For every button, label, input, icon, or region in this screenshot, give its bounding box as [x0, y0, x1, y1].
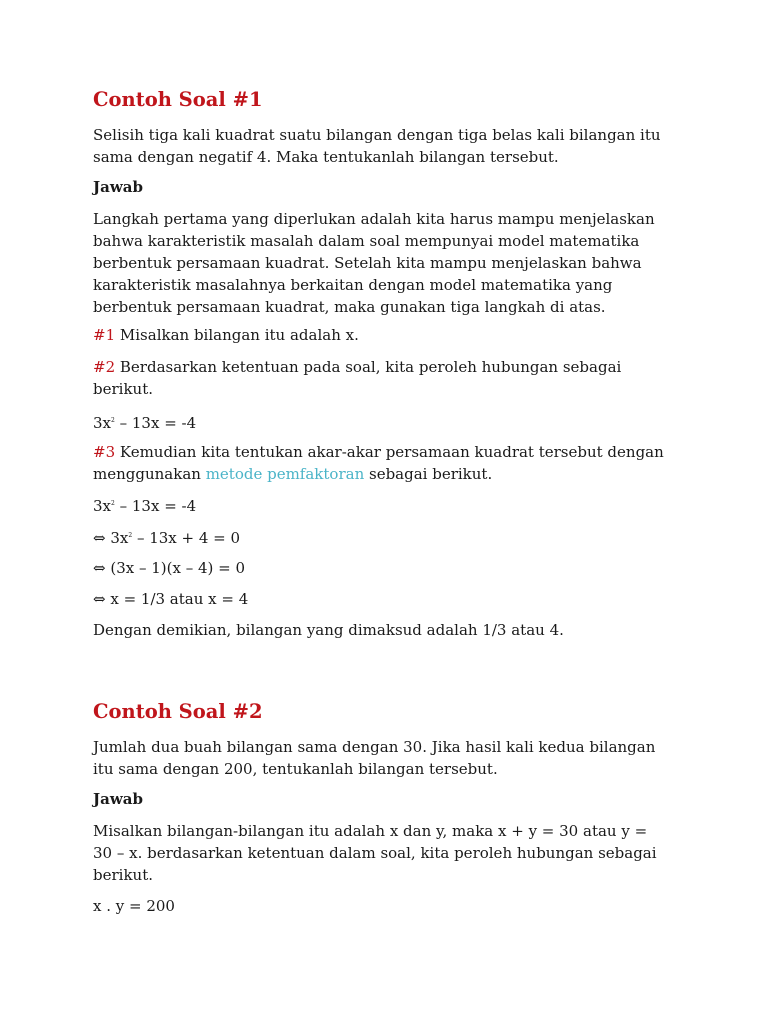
step1-label: #1	[93, 326, 116, 344]
soal1-jawab-label: Jawab	[93, 178, 143, 196]
soal2-question-line1: Jumlah dua buah bilangan sama dengan 30. Jika hasil kali kedua bilangan	[93, 738, 656, 756]
soal2-jawab-label: Jawab	[93, 790, 143, 808]
soal1-intro-line5: berbentuk persamaan kuadrat, maka gunakan tiga langkah di atas.	[93, 298, 606, 316]
soal1-equation-5: ⇔ x = 1/3 atau x = 4	[93, 590, 249, 608]
soal1-question-line2: sama dengan negatif 4. Maka tentukanlah bilangan tersebut.	[93, 148, 559, 166]
soal1-intro-line1: Langkah pertama yang diperlukan adalah kita harus mampu menjelaskan	[93, 210, 655, 228]
soal1-step3	[93, 441, 693, 485]
soal1-intro-line4: karakteristik masalahnya berkaitan dengan model matematika yang	[93, 276, 613, 294]
soal1-intro-line3: berbentuk persamaan kuadrat. Setelah kita mampu menjelaskan bahwa	[93, 254, 642, 272]
eq1-part-a: 3x	[93, 414, 112, 432]
soal1-intro	[93, 208, 693, 318]
step3-line2-pre: menggunakan	[93, 465, 206, 483]
step2-line1: Berdasarkan ketentuan pada soal, kita peroleh hubungan sebagai	[115, 358, 622, 376]
soal1-question	[93, 124, 693, 168]
eq1-part-b: – 13x = -4	[114, 414, 197, 432]
eq3-part-b: – 13x + 4 = 0	[132, 529, 241, 547]
soal1-step2	[93, 356, 693, 400]
soal1-equation-2	[93, 493, 693, 517]
soal2-answer-line3: berikut.	[93, 866, 153, 884]
soal1-equation-1	[93, 410, 693, 434]
eq3-superscript: 2	[128, 532, 133, 539]
eq1-superscript: 2	[111, 417, 115, 424]
soal2-question	[93, 736, 693, 780]
step3-line1: Kemudian kita tentukan akar-akar persamaan kuadrat tersebut dengan	[115, 443, 664, 461]
soal1-title: Contoh Soal #1	[93, 88, 263, 111]
eq2-superscript: 2	[111, 500, 115, 507]
soal1-step1	[93, 324, 693, 346]
soal2-answer-line2: 30 – x. berdasarkan ketentuan dalam soal, kita peroleh hubungan sebagai	[93, 844, 657, 862]
soal2-answer	[93, 820, 693, 886]
eq2-part-a: 3x	[93, 497, 112, 515]
soal2-question-line2: itu sama dengan 200, tentukanlah bilangan tersebut.	[93, 760, 498, 778]
soal2-title: Contoh Soal #2	[93, 700, 263, 723]
step3-label: #3	[93, 443, 116, 461]
metode-pemfaktoran-link[interactable]: metode pemfaktoran	[205, 465, 365, 483]
soal1-equation-3	[93, 525, 693, 549]
soal1-intro-line2: bahwa karakteristik masalah dalam soal mempunyai model matematika	[93, 232, 640, 250]
step2-line2: berikut.	[93, 380, 153, 398]
eq2-part-b: – 13x = -4	[114, 497, 197, 515]
soal2-equation-1: x . y = 200	[93, 897, 175, 915]
soal1-equation-4: ⇔ (3x – 1)(x – 4) = 0	[93, 559, 246, 577]
eq3-part-a: ⇔ 3x	[93, 529, 129, 547]
step3-line2-post: sebagai berikut.	[364, 465, 493, 483]
soal2-answer-line1: Misalkan bilangan-bilangan itu adalah x dan y, maka x + y = 30 atau y =	[93, 822, 648, 840]
step1-text: Misalkan bilangan itu adalah x.	[115, 326, 359, 344]
step2-label: #2	[93, 358, 116, 376]
soal1-question-line1: Selisih tiga kali kuadrat suatu bilangan dengan tiga belas kali bilangan itu	[93, 126, 661, 144]
soal1-conclusion: Dengan demikian, bilangan yang dimaksud adalah 1/3 atau 4.	[93, 621, 564, 639]
